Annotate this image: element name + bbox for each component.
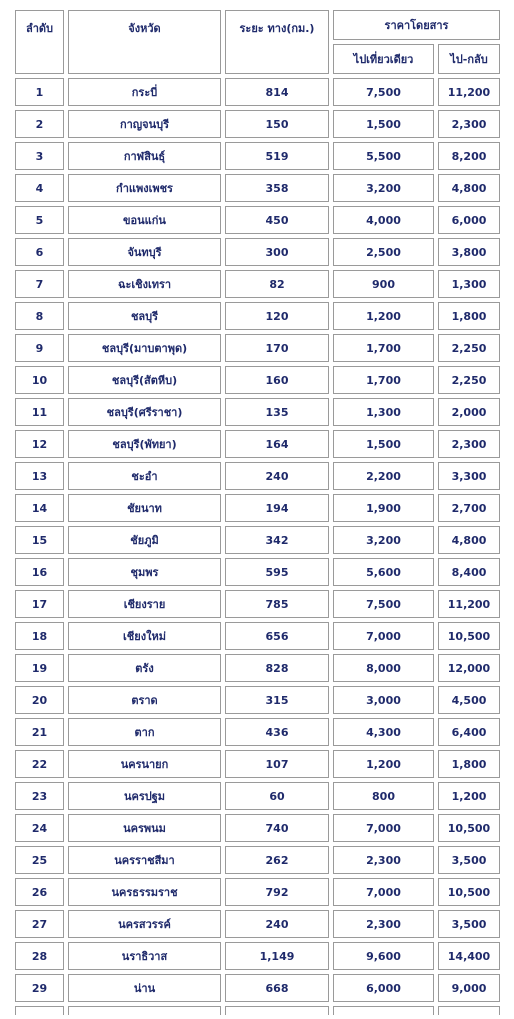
- cell-empty: [68, 1006, 221, 1015]
- cell-province: ชลบุรี: [68, 302, 221, 330]
- cell-one-way: 7,500: [333, 78, 434, 106]
- cell-no: 15: [15, 526, 64, 554]
- cell-round-trip: 10,500: [438, 814, 500, 842]
- cell-distance: 240: [225, 910, 329, 938]
- cell-one-way: 5,600: [333, 558, 434, 586]
- cell-distance: 60: [225, 782, 329, 810]
- cell-distance: 595: [225, 558, 329, 586]
- cell-one-way: 1,200: [333, 750, 434, 778]
- cell-province: ตาก: [68, 718, 221, 746]
- table-row: [15, 846, 500, 874]
- cell-province: น่าน: [68, 974, 221, 1002]
- cell-distance: 785: [225, 590, 329, 618]
- cell-no: 8: [15, 302, 64, 330]
- cell-distance: 194: [225, 494, 329, 522]
- cell-one-way: 3,200: [333, 174, 434, 202]
- cell-round-trip: 9,000: [438, 974, 500, 1002]
- table-row: [15, 718, 500, 746]
- cell-distance: 814: [225, 78, 329, 106]
- cell-province: กำแพงเพชร: [68, 174, 221, 202]
- table-row-partial: [15, 1006, 500, 1015]
- cell-distance: 150: [225, 110, 329, 138]
- cell-no: 16: [15, 558, 64, 586]
- cell-round-trip: 2,250: [438, 366, 500, 394]
- table-row: [15, 302, 500, 330]
- cell-no: 26: [15, 878, 64, 906]
- cell-distance: 740: [225, 814, 329, 842]
- cell-distance: 315: [225, 686, 329, 714]
- header-one-way: ไปเที่ยวเดียว: [333, 44, 434, 74]
- cell-province: นครสวรรค์: [68, 910, 221, 938]
- cell-round-trip: 3,500: [438, 846, 500, 874]
- cell-province: จันทบุรี: [68, 238, 221, 266]
- cell-province: นครปฐม: [68, 782, 221, 810]
- cell-province: ชะอำ: [68, 462, 221, 490]
- cell-round-trip: 4,500: [438, 686, 500, 714]
- cell-one-way: 9,600: [333, 942, 434, 970]
- cell-province: ชลบุรี(พัทยา): [68, 430, 221, 458]
- cell-no: 28: [15, 942, 64, 970]
- table-row: [15, 878, 500, 906]
- cell-one-way: 8,000: [333, 654, 434, 682]
- table-body: [15, 78, 500, 1015]
- cell-one-way: 800: [333, 782, 434, 810]
- cell-no: 27: [15, 910, 64, 938]
- table-row: [15, 174, 500, 202]
- cell-round-trip: 4,800: [438, 174, 500, 202]
- cell-round-trip: 1,800: [438, 302, 500, 330]
- cell-province: นครพนม: [68, 814, 221, 842]
- cell-one-way: 5,500: [333, 142, 434, 170]
- cell-distance: 828: [225, 654, 329, 682]
- cell-distance: 120: [225, 302, 329, 330]
- table-row: [15, 110, 500, 138]
- cell-round-trip: 2,000: [438, 398, 500, 426]
- table-row: [15, 750, 500, 778]
- cell-distance: 668: [225, 974, 329, 1002]
- cell-round-trip: 2,250: [438, 334, 500, 362]
- cell-one-way: 2,500: [333, 238, 434, 266]
- cell-one-way: 7,500: [333, 590, 434, 618]
- cell-round-trip: 3,500: [438, 910, 500, 938]
- cell-round-trip: 2,700: [438, 494, 500, 522]
- cell-distance: 160: [225, 366, 329, 394]
- cell-no: 7: [15, 270, 64, 298]
- cell-round-trip: 2,300: [438, 110, 500, 138]
- cell-round-trip: 14,400: [438, 942, 500, 970]
- cell-round-trip: 1,200: [438, 782, 500, 810]
- cell-no: 25: [15, 846, 64, 874]
- cell-empty: [438, 1006, 500, 1015]
- header-province: จังหวัด: [68, 10, 221, 74]
- cell-one-way: 1,500: [333, 110, 434, 138]
- cell-distance: 358: [225, 174, 329, 202]
- table-row: [15, 78, 500, 106]
- cell-province: นครนายก: [68, 750, 221, 778]
- header-fare-group: ราคาโดยสาร: [333, 10, 500, 40]
- cell-round-trip: 2,300: [438, 430, 500, 458]
- cell-one-way: 6,000: [333, 974, 434, 1002]
- cell-province: ชลบุรี(มาบตาพุด): [68, 334, 221, 362]
- cell-distance: 1,149: [225, 942, 329, 970]
- cell-no: 1: [15, 78, 64, 106]
- cell-province: ตราด: [68, 686, 221, 714]
- cell-round-trip: 11,200: [438, 590, 500, 618]
- table-row: [15, 654, 500, 682]
- cell-distance: 135: [225, 398, 329, 426]
- cell-round-trip: 3,800: [438, 238, 500, 266]
- cell-one-way: 2,200: [333, 462, 434, 490]
- cell-one-way: 1,700: [333, 366, 434, 394]
- cell-no: 17: [15, 590, 64, 618]
- cell-province: ชัยนาท: [68, 494, 221, 522]
- cell-distance: 170: [225, 334, 329, 362]
- table-header: [15, 10, 500, 74]
- cell-one-way: 3,000: [333, 686, 434, 714]
- table-row: [15, 590, 500, 618]
- cell-no: 11: [15, 398, 64, 426]
- cell-empty: [333, 1006, 434, 1015]
- cell-province: ฉะเชิงเทรา: [68, 270, 221, 298]
- cell-round-trip: 8,200: [438, 142, 500, 170]
- table-row: [15, 910, 500, 938]
- cell-round-trip: 11,200: [438, 78, 500, 106]
- cell-province: ชลบุรี(ศรีราชา): [68, 398, 221, 426]
- table-row: [15, 462, 500, 490]
- cell-distance: 164: [225, 430, 329, 458]
- table-row: [15, 558, 500, 586]
- cell-round-trip: 6,000: [438, 206, 500, 234]
- cell-one-way: 4,000: [333, 206, 434, 234]
- cell-province: ชัยภูมิ: [68, 526, 221, 554]
- cell-province: นครราชสีมา: [68, 846, 221, 874]
- cell-empty: [15, 1006, 64, 1015]
- cell-distance: 82: [225, 270, 329, 298]
- cell-no: 24: [15, 814, 64, 842]
- cell-province: กาฬสินธุ์: [68, 142, 221, 170]
- cell-distance: 792: [225, 878, 329, 906]
- table-row: [15, 270, 500, 298]
- table-row: [15, 526, 500, 554]
- cell-empty: [225, 1006, 329, 1015]
- table-row: [15, 622, 500, 650]
- table-row: [15, 334, 500, 362]
- cell-no: 5: [15, 206, 64, 234]
- cell-no: 22: [15, 750, 64, 778]
- cell-province: กาญจนบุรี: [68, 110, 221, 138]
- table-row: [15, 366, 500, 394]
- table-row: [15, 206, 500, 234]
- cell-no: 3: [15, 142, 64, 170]
- cell-no: 2: [15, 110, 64, 138]
- cell-round-trip: 4,800: [438, 526, 500, 554]
- cell-province: ขอนแก่น: [68, 206, 221, 234]
- cell-one-way: 2,300: [333, 846, 434, 874]
- cell-one-way: 7,000: [333, 622, 434, 650]
- cell-distance: 107: [225, 750, 329, 778]
- table-row: [15, 142, 500, 170]
- cell-distance: 240: [225, 462, 329, 490]
- cell-no: 13: [15, 462, 64, 490]
- cell-round-trip: 6,400: [438, 718, 500, 746]
- cell-one-way: 1,300: [333, 398, 434, 426]
- cell-round-trip: 1,800: [438, 750, 500, 778]
- cell-one-way: 2,300: [333, 910, 434, 938]
- cell-round-trip: 8,400: [438, 558, 500, 586]
- cell-distance: 436: [225, 718, 329, 746]
- cell-distance: 300: [225, 238, 329, 266]
- cell-no: 10: [15, 366, 64, 394]
- cell-province: เชียงใหม่: [68, 622, 221, 650]
- cell-one-way: 1,200: [333, 302, 434, 330]
- cell-distance: 342: [225, 526, 329, 554]
- table-row: [15, 942, 500, 970]
- cell-no: 9: [15, 334, 64, 362]
- cell-no: 29: [15, 974, 64, 1002]
- header-distance: ระยะ ทาง(กม.): [225, 10, 329, 74]
- cell-province: ชลบุรี(สัตหีบ): [68, 366, 221, 394]
- table-row: [15, 430, 500, 458]
- cell-round-trip: 10,500: [438, 878, 500, 906]
- cell-one-way: 7,000: [333, 814, 434, 842]
- cell-round-trip: 1,300: [438, 270, 500, 298]
- cell-province: ชุมพร: [68, 558, 221, 586]
- cell-one-way: 4,300: [333, 718, 434, 746]
- cell-province: ตรัง: [68, 654, 221, 682]
- cell-no: 18: [15, 622, 64, 650]
- cell-distance: 450: [225, 206, 329, 234]
- cell-province: เชียงราย: [68, 590, 221, 618]
- header-round-trip: ไป-กลับ: [438, 44, 500, 74]
- cell-one-way: 900: [333, 270, 434, 298]
- cell-no: 20: [15, 686, 64, 714]
- table-row: [15, 398, 500, 426]
- cell-no: 4: [15, 174, 64, 202]
- cell-province: กระบี่: [68, 78, 221, 106]
- cell-no: 14: [15, 494, 64, 522]
- cell-distance: 519: [225, 142, 329, 170]
- header-no: ลำดับ: [15, 10, 64, 74]
- cell-one-way: 7,000: [333, 878, 434, 906]
- cell-no: 21: [15, 718, 64, 746]
- table-row: [15, 686, 500, 714]
- cell-one-way: 1,700: [333, 334, 434, 362]
- table-row: [15, 238, 500, 266]
- cell-one-way: 1,900: [333, 494, 434, 522]
- cell-distance: 262: [225, 846, 329, 874]
- cell-province: นครธรรมราช: [68, 878, 221, 906]
- cell-no: 19: [15, 654, 64, 682]
- cell-round-trip: 3,300: [438, 462, 500, 490]
- cell-no: 6: [15, 238, 64, 266]
- cell-province: นราธิวาส: [68, 942, 221, 970]
- fare-table: [11, 6, 504, 1019]
- table-row: [15, 782, 500, 810]
- cell-round-trip: 10,500: [438, 622, 500, 650]
- cell-one-way: 1,500: [333, 430, 434, 458]
- table-row: [15, 814, 500, 842]
- cell-round-trip: 12,000: [438, 654, 500, 682]
- table-row: [15, 974, 500, 1002]
- cell-no: 23: [15, 782, 64, 810]
- cell-no: 12: [15, 430, 64, 458]
- table-row: [15, 494, 500, 522]
- cell-distance: 656: [225, 622, 329, 650]
- cell-one-way: 3,200: [333, 526, 434, 554]
